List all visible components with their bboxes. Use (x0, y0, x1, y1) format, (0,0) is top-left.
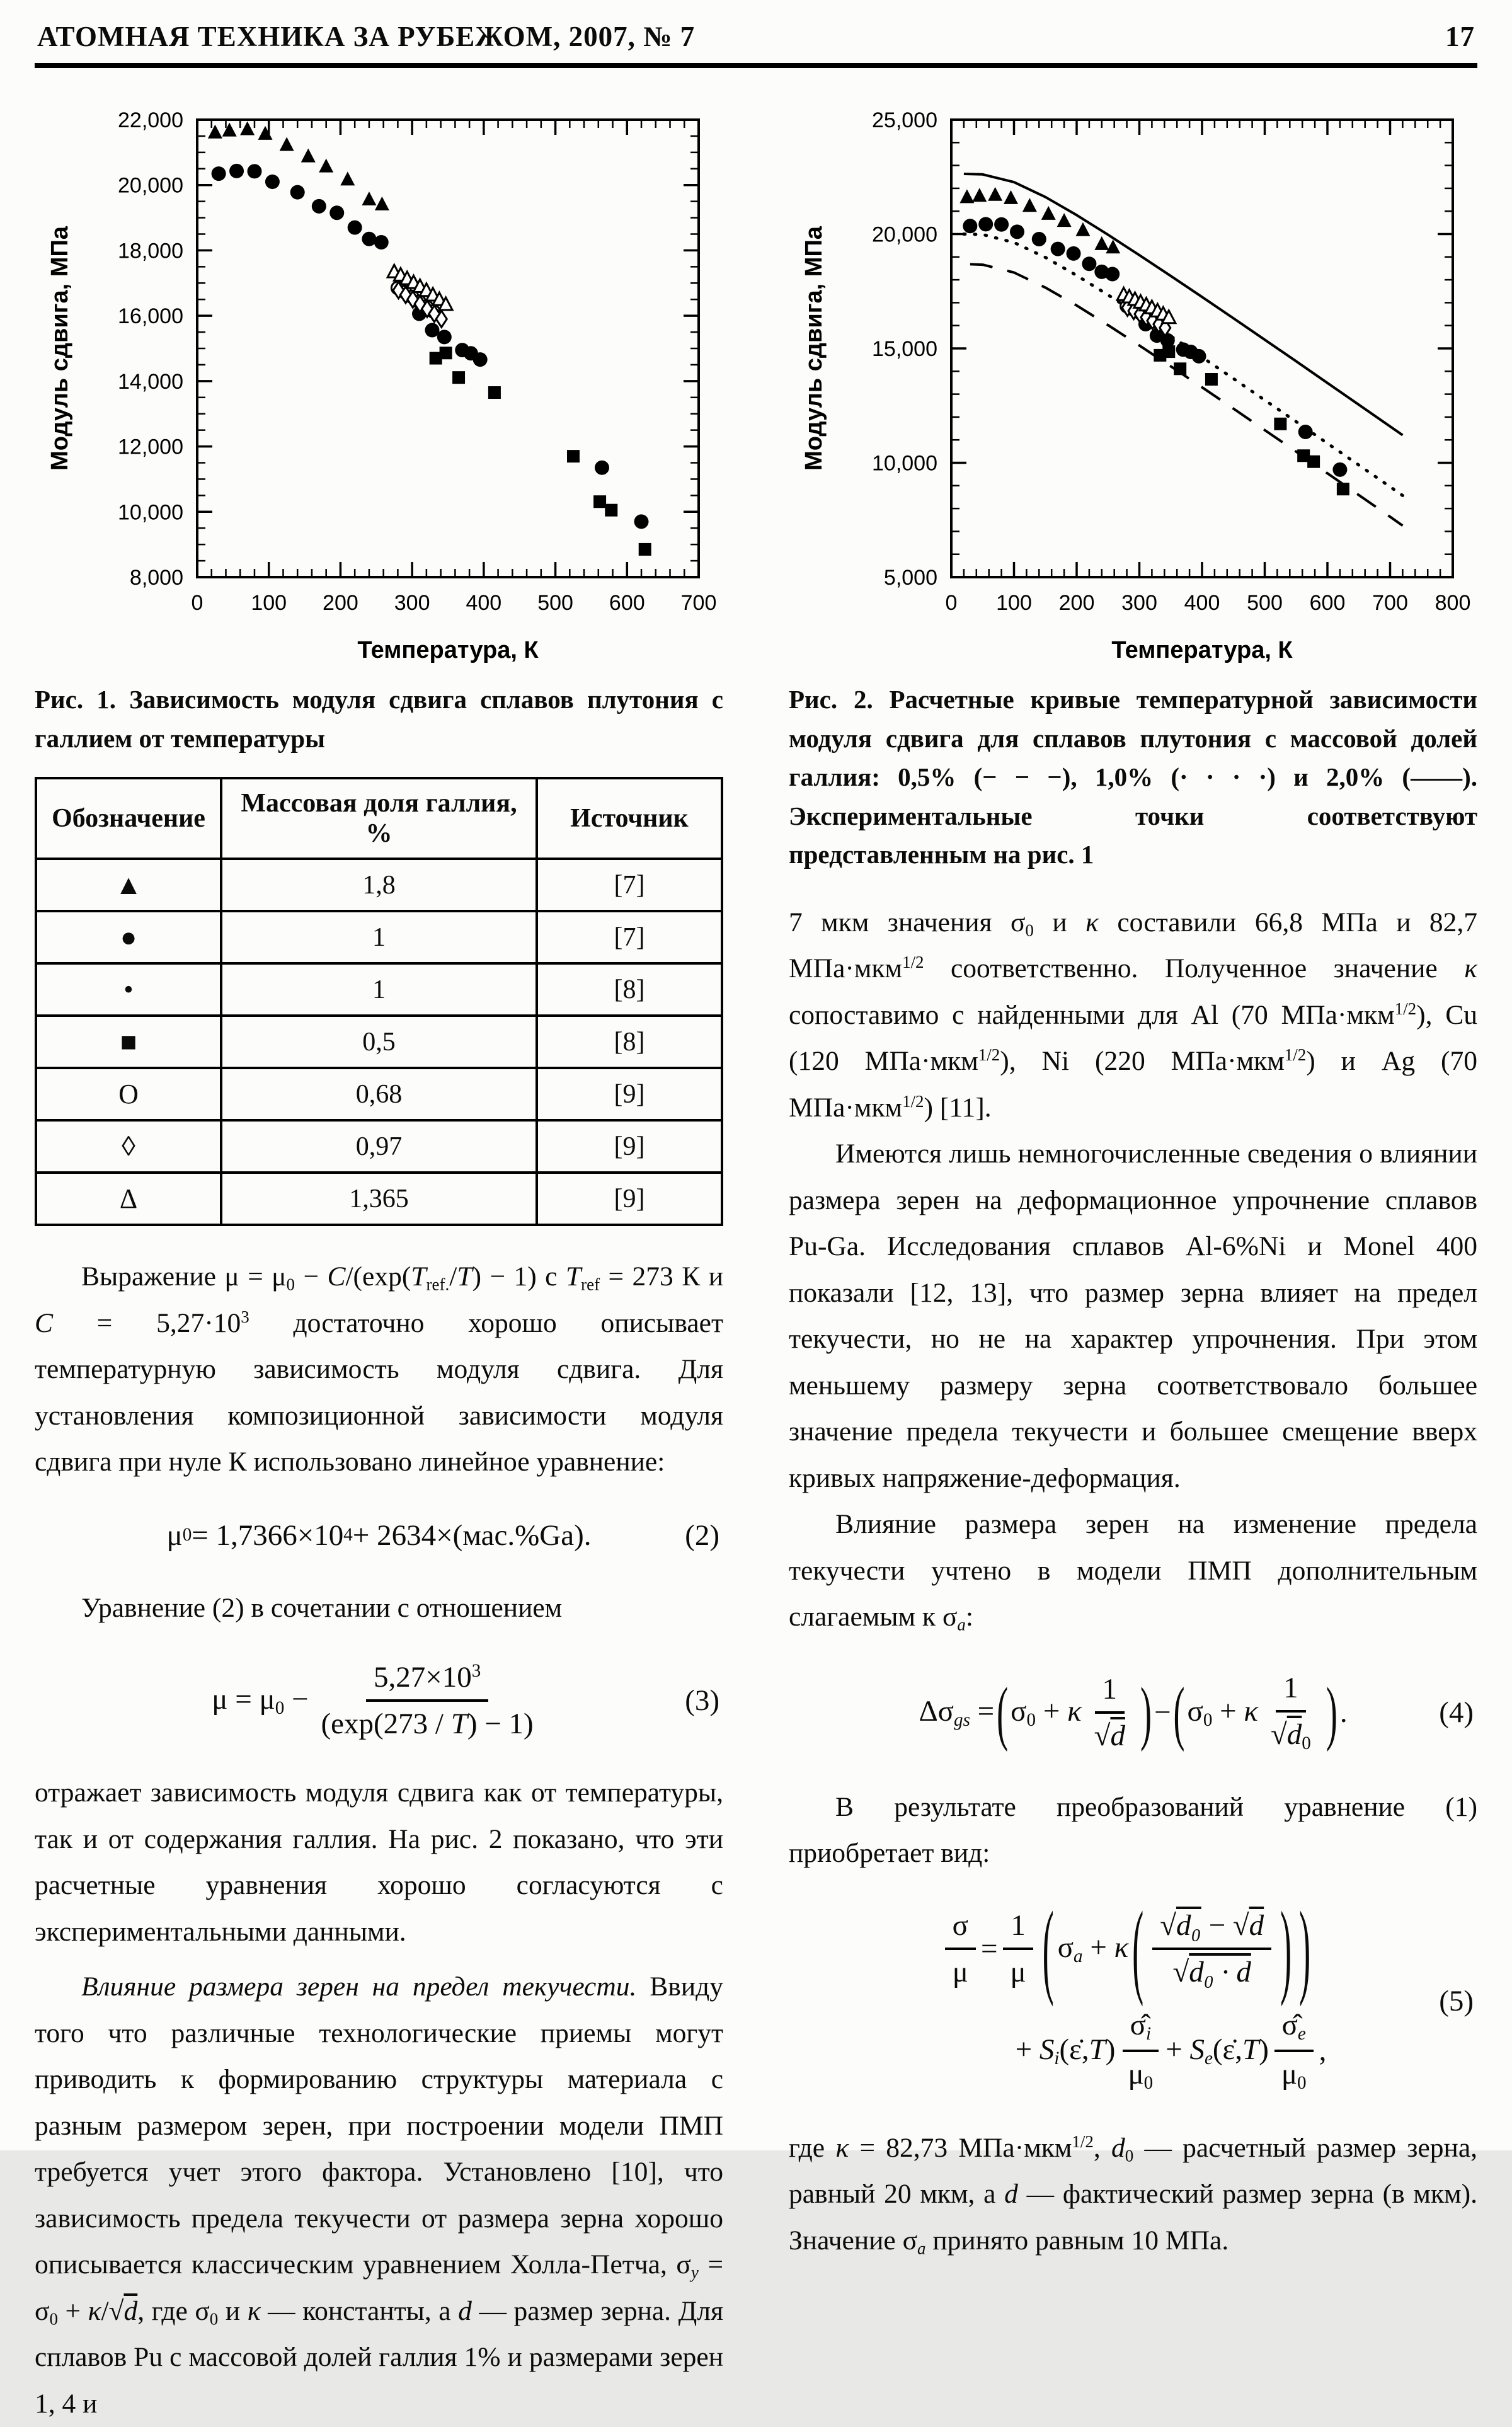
table-row (36, 1173, 722, 1225)
source-cell: [9] (537, 1120, 722, 1173)
fraction-cell: 1,365 (221, 1173, 537, 1225)
symbol-cell: Δ (36, 1173, 221, 1225)
y-tick-label: 18,000 (118, 239, 183, 263)
x-tick-label: 300 (1121, 591, 1157, 615)
x-tick-label: 0 (191, 591, 203, 615)
x-tick-label: 800 (1435, 591, 1471, 615)
y-tick-label: 8,000 (129, 566, 183, 590)
x-tick-label: 400 (1184, 591, 1220, 615)
equation-number: (4) (1439, 1695, 1474, 1729)
x-axis-title: Температура, К (357, 637, 539, 663)
y-tick-label: 22,000 (118, 108, 183, 132)
series-circle-filled (212, 164, 649, 529)
table-row (36, 963, 722, 1016)
symbol-cell: ■ (36, 1016, 221, 1068)
y-tick-label: 15,000 (872, 337, 937, 361)
paragraph-grain-size: Влияние размера зерен на предел текучести. Ввиду того что различные технологические приемы могут приводить к формированию структуры материала с разным размером зерен, при построении модели ПМП требуется учет этого фактора. Установлено [10], что зависимость предела текучести от размера зерна хорошо описывается классическим уравнением Холла-Петча, $\sigma_y = \sigma_0 + \kappa/√d$, где $\sigma_0$ и κ — константы, а d — размер зерна. Для сплавов Pu с массовой долей галлия 1% и размерами зерен 1, 4 и (35, 1971, 723, 2419)
x-tick-label: 0 (945, 591, 958, 615)
equation-5: $\frac{\sigma}{\mu}$ = $\frac{1}{\mu}$ ( $\sigma_a + \kappa$ ( $\frac{\text{√d₀ − √d}}{\text{√d₀ · d}}$ ) ) + $S_i(\varepsiloṅ,T)$ $\frac{\sigmâ_i}{\mu_0}$ + $S_e(\varepsiloṅ,T)$ $\frac{\sigmâ_e}{\mu_0}$ , (5) (789, 1907, 1477, 2095)
fraction: $\frac{\sigmâ_i}{\mu_0}$ (1120, 2007, 1160, 2095)
close-paren: ) (1140, 1672, 1152, 1752)
fraction-cell: 1 (221, 911, 537, 963)
symbol-cell: O (36, 1068, 221, 1120)
table-row (36, 859, 722, 911)
paragraph-kappa-values: где κ = 82,73 МПа·мкм$^{1/2}$, $d_0$ — расчетный размер зерна, равный 20 мкм, а d — фактический размер зерна (в мкм). Значение $\sigma_a$ принято равным 10 МПа. (789, 2132, 1478, 2258)
open-paren: ( (1042, 1890, 1054, 2007)
open-paren: ( (1132, 1890, 1144, 2007)
y-tick-label: 5,000 (883, 566, 937, 590)
source-cell: [9] (537, 1173, 722, 1225)
x-tick-label: 100 (251, 591, 287, 615)
x-axis-title: Температура, К (1111, 637, 1293, 663)
open-paren: ( (1173, 1672, 1185, 1752)
fraction-cell: 1,8 (221, 859, 537, 911)
paragraph-expression: Выражение $\mu = \mu_0 - C/(\exp(T_{ref.}/T) - 1)$ с $T_{ref} = 273$ К и $C = 5,27\cdot 10^3$ достаточно хорошо описывает температурную зависимость модуля сдвига. Для установления композиционной зависимости модуля сдвига при нуле К использовано линейное уравнение: (35, 1261, 723, 1477)
y-axis-title: Модуль сдвига, МПа (47, 226, 73, 471)
table-header-row (36, 778, 722, 859)
y-tick-label: 10,000 (118, 500, 183, 525)
x-tick-label: 600 (609, 591, 645, 615)
fig2-chart (789, 101, 1475, 668)
fraction: $\frac{\text{√d₀ − √d}}{\text{√d₀ · d}}$ (1152, 1907, 1271, 1990)
symbol-cell: ● (36, 911, 221, 963)
series-square-filled (430, 347, 651, 556)
fraction: $\frac{1}{√d_0}$ (1263, 1670, 1319, 1755)
minus-sign: − (1154, 1695, 1171, 1729)
paragraph-eq2-link: Уравнение (2) в сочетании с отношением (81, 1592, 563, 1623)
paragraph-sigma-k-values: 7 мкм значения $\sigma_0$ и κ составили 66,8 МПа и 82,7 МПа·мкм$^{1/2}$ соответственно. Полученное значение κ сопоставимо с найденными для Al (70 МПа·мкм$^{1/2}$), Cu (120 МПа·мкм$^{1/2}$), Ni (220 МПа·мкм$^{1/2}$) и Ag (70 МПа·мкм$^{1/2}$) [11]. (789, 907, 1478, 1123)
x-tick-label: 100 (996, 591, 1032, 615)
fig1-caption: Рис. 1. Зависимость модуля сдвига сплавов плутония с галлием от температуры (35, 685, 723, 753)
y-axis-title: Модуль сдвига, МПа (801, 226, 827, 471)
equation-2: μ 0 = 1,7366×10 4 + 2634×(мас.%Ga). (2) (166, 1518, 719, 1552)
equation-number: (3) (685, 1684, 719, 1717)
table-row (36, 911, 722, 963)
fraction: $\frac{1}{\mu}$ (1003, 1907, 1034, 1990)
x-tick-label: 200 (323, 591, 358, 615)
source-cell: [7] (537, 859, 722, 911)
paragraph-transform: В результате преобразований уравнение (1) приобретает вид: (789, 1791, 1477, 1869)
table-row (36, 1120, 722, 1173)
x-tick-label: 200 (1058, 591, 1095, 615)
header-rule (35, 63, 1477, 68)
col-header-fraction: Массовая доля галлия, % (221, 778, 537, 859)
fraction-cell: 1 (221, 963, 537, 1016)
y-tick-label: 16,000 (118, 304, 183, 329)
x-tick-label: 500 (537, 591, 573, 615)
fraction: $\frac{1}{√d}$ (1087, 1671, 1133, 1754)
equation-3: $\mu = \mu_0$ − $\frac{5,27\times 10^3}{(\exp(273 / T) - 1)}$ (3) (35, 1659, 723, 1742)
equals-sign: = (980, 1932, 998, 1965)
x-tick-label: 700 (680, 591, 717, 615)
y-tick-label: 12,000 (118, 435, 183, 459)
symbol-cell: • (36, 963, 221, 1016)
legend-table (35, 777, 723, 1226)
curve-solid (964, 174, 1402, 435)
page-number: 17 (1445, 21, 1475, 52)
fig1-chart (35, 101, 721, 668)
source-cell: [8] (537, 963, 722, 1016)
period: . (1339, 1695, 1348, 1729)
source-cell: [9] (537, 1068, 722, 1120)
symbol-cell: ◊ (36, 1120, 221, 1173)
table-row (36, 1016, 722, 1068)
y-tick-label: 20,000 (872, 222, 937, 247)
fraction-cell: 0,5 (221, 1016, 537, 1068)
journal-title: АТОМНАЯ ТЕХНИКА ЗА РУБЕЖОМ, 2007, № 7 (37, 21, 696, 52)
paragraph-few-data: Имеются лишь немногочисленные сведения о влиянии размера зерен на деформационное упрочнение сплавов Pu-Ga. Исследования сплавов Al-6%Ni и Monel 400 показали [12, 13], что размер зерна влияет на предел текучести, но не на характер упрочнения. При этом меньшему размеру зерна соответствовало большее значение предела текучести и большее смещение вверх кривых напряжение-деформация. (789, 1139, 1477, 1493)
series-circle-filled (963, 217, 1347, 476)
x-tick-label: 600 (1309, 591, 1346, 615)
column-right (789, 101, 1477, 2427)
close-paren: ) (1299, 1890, 1311, 2007)
col-header-source: Источник (537, 778, 722, 859)
equation-4: $\Delta\sigma_{gs}$ = ( $\sigma_0 + \kappa$ $\frac{1}{√d}$ ) − ( $\sigma_0 + \kappa$ $\frac{1}{√d_0}$ ) . (4) (789, 1670, 1477, 1755)
paragraph-model-term: Влияние размера зерен на изменение предела текучести учтено в модели ПМП дополнительным слагаемым к $\sigma_a$: (789, 1509, 1477, 1634)
y-tick-label: 10,000 (872, 451, 937, 476)
table-row (36, 1068, 722, 1120)
page-header (35, 16, 1477, 53)
y-tick-label: 25,000 (872, 108, 937, 132)
open-paren: ( (997, 1672, 1009, 1752)
y-tick-label: 20,000 (118, 173, 183, 198)
source-cell: [7] (537, 911, 722, 963)
fraction-cell: 0,68 (221, 1068, 537, 1120)
y-tick-label: 14,000 (118, 369, 183, 394)
x-tick-label: 300 (394, 591, 430, 615)
comma: , (1319, 2034, 1327, 2067)
col-header-symbol: Обозначение (36, 778, 221, 859)
symbol-cell: ▲ (36, 859, 221, 911)
paragraph-reflects: отражает зависимость модуля сдвига как от температуры, так и от содержания галлия. На рис. 2 показано, что эти расчетные уравнения хорошо согласуются с экспериментальными данными. (35, 1777, 723, 1947)
equation-number: (5) (1439, 1984, 1474, 2017)
source-cell: [8] (537, 1016, 722, 1068)
close-paren: ) (1326, 1672, 1337, 1752)
fraction: $\frac{5,27\times 10^3}{(\exp(273 / T) - 1)}$ (314, 1659, 541, 1742)
close-paren: ) (1280, 1890, 1292, 2007)
x-tick-label: 500 (1247, 591, 1283, 615)
x-tick-label: 400 (466, 591, 502, 615)
fig2-caption: Рис. 2. Расчетные кривые температурной зависимости модуля сдвига для сплавов плутония с массовой долей галлия: 0,5% (− − −), 1,0% (· · · ·) и 2,0% (——). Экспериментальные точки соответствуют представленным на рис. 1 (789, 685, 1477, 869)
fraction: $\frac{\sigmâ_e}{\mu_0}$ (1274, 2007, 1314, 2095)
equation-number: (2) (685, 1518, 719, 1552)
x-tick-label: 700 (1372, 591, 1408, 615)
column-left (35, 101, 723, 2427)
fraction: $\frac{\sigma}{\mu}$ (945, 1907, 976, 1990)
fraction-cell: 0,97 (221, 1120, 537, 1173)
